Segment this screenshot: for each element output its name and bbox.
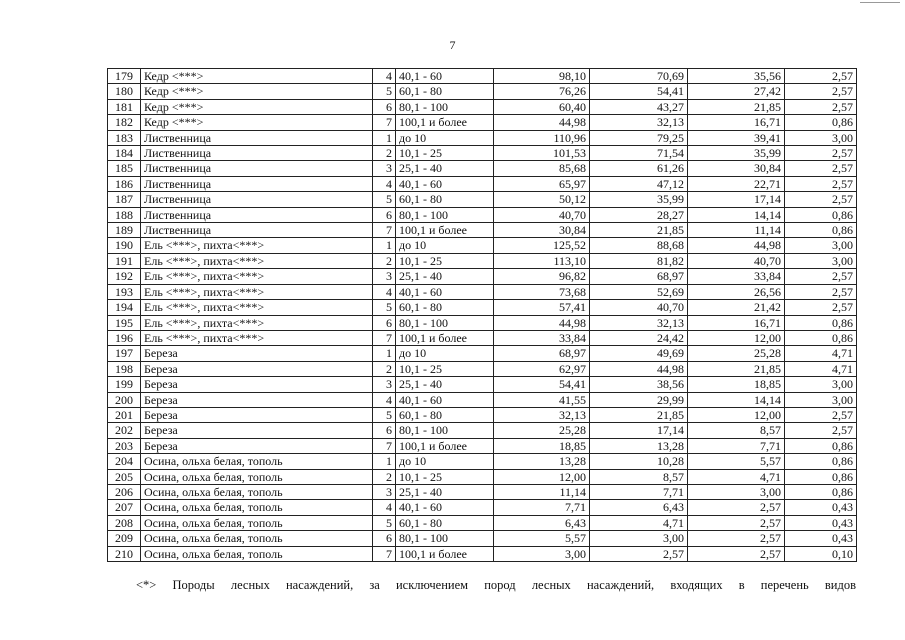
- diameter-group-cell: 7: [373, 330, 396, 345]
- rate-col-4-cell: 3,00: [785, 392, 857, 407]
- species-cell: Ель <***>, пихта<***>: [141, 253, 373, 268]
- rate-col-2-cell: 44,98: [590, 361, 688, 376]
- rate-col-4-cell: 0,86: [785, 469, 857, 484]
- diameter-group-cell: 2: [373, 253, 396, 268]
- rate-col-4-cell: 2,57: [785, 99, 857, 114]
- diameter-group-cell: 6: [373, 423, 396, 438]
- row-number-cell: 191: [108, 253, 141, 268]
- table-row: [108, 438, 857, 453]
- rate-col-1-cell: 32,13: [494, 407, 590, 422]
- rate-col-4-cell: 2,57: [785, 407, 857, 422]
- rate-col-3-cell: 22,71: [688, 176, 785, 191]
- rate-col-4-cell: 2,57: [785, 284, 857, 299]
- page-number: 7: [449, 38, 456, 52]
- row-number-cell: 198: [108, 361, 141, 376]
- rate-col-2-cell: 49,69: [590, 346, 688, 361]
- diameter-group-cell: 4: [373, 176, 396, 191]
- rate-col-4-cell: 0,86: [785, 438, 857, 453]
- rate-col-1-cell: 98,10: [494, 69, 590, 84]
- rate-col-2-cell: 4,71: [590, 515, 688, 530]
- rate-col-2-cell: 54,41: [590, 84, 688, 99]
- table-row: [108, 346, 857, 361]
- species-cell: Кедр <***>: [141, 99, 373, 114]
- species-cell: Кедр <***>: [141, 115, 373, 130]
- table-row: [108, 484, 857, 499]
- species-cell: Береза: [141, 346, 373, 361]
- rate-col-2-cell: 17,14: [590, 423, 688, 438]
- species-cell: Кедр <***>: [141, 69, 373, 84]
- rate-col-3-cell: 2,57: [688, 515, 785, 530]
- rate-col-1-cell: 3,00: [494, 546, 590, 561]
- table-row: [108, 546, 857, 561]
- rate-col-1-cell: 18,85: [494, 438, 590, 453]
- row-number-cell: 188: [108, 207, 141, 222]
- row-number-cell: 187: [108, 192, 141, 207]
- table-row: [108, 130, 857, 145]
- rate-col-4-cell: 0,86: [785, 207, 857, 222]
- row-number-cell: 192: [108, 269, 141, 284]
- rate-col-3-cell: 21,42: [688, 300, 785, 315]
- species-cell: Ель <***>, пихта<***>: [141, 269, 373, 284]
- table-row: [108, 84, 857, 99]
- rate-col-4-cell: 3,00: [785, 130, 857, 145]
- table-row: [108, 392, 857, 407]
- rate-col-1-cell: 65,97: [494, 176, 590, 191]
- table-row: [108, 69, 857, 84]
- diameter-range-cell: 40,1 - 60: [396, 69, 494, 84]
- table-row: [108, 115, 857, 130]
- species-cell: Береза: [141, 392, 373, 407]
- diameter-range-cell: 100,1 и более: [396, 546, 494, 561]
- table-row: [108, 361, 857, 376]
- diameter-group-cell: 4: [373, 500, 396, 515]
- row-number-cell: 205: [108, 469, 141, 484]
- rate-col-1-cell: 13,28: [494, 454, 590, 469]
- rate-col-2-cell: 32,13: [590, 315, 688, 330]
- species-cell: Лиственница: [141, 161, 373, 176]
- table-row: [108, 407, 857, 422]
- table-row: [108, 269, 857, 284]
- diameter-range-cell: 60,1 - 80: [396, 192, 494, 207]
- row-number-cell: 204: [108, 454, 141, 469]
- rate-col-2-cell: 8,57: [590, 469, 688, 484]
- table-body: [108, 69, 857, 562]
- rate-col-3-cell: 5,57: [688, 454, 785, 469]
- row-number-cell: 210: [108, 546, 141, 561]
- rate-col-3-cell: 21,85: [688, 99, 785, 114]
- rate-col-1-cell: 96,82: [494, 269, 590, 284]
- diameter-group-cell: 5: [373, 300, 396, 315]
- rate-col-4-cell: 2,57: [785, 84, 857, 99]
- rate-col-2-cell: 32,13: [590, 115, 688, 130]
- scan-artifact-line: [860, 2, 900, 3]
- diameter-group-cell: 6: [373, 207, 396, 222]
- diameter-group-cell: 1: [373, 454, 396, 469]
- diameter-range-cell: 40,1 - 60: [396, 284, 494, 299]
- rate-col-3-cell: 17,14: [688, 192, 785, 207]
- rate-col-1-cell: 57,41: [494, 300, 590, 315]
- diameter-group-cell: 2: [373, 146, 396, 161]
- rate-col-1-cell: 7,71: [494, 500, 590, 515]
- rate-col-2-cell: 21,85: [590, 407, 688, 422]
- species-cell: Береза: [141, 438, 373, 453]
- rate-col-1-cell: 11,14: [494, 484, 590, 499]
- rate-col-3-cell: 11,14: [688, 223, 785, 238]
- diameter-range-cell: 100,1 и более: [396, 438, 494, 453]
- row-number-cell: 203: [108, 438, 141, 453]
- table-row: [108, 531, 857, 546]
- diameter-group-cell: 6: [373, 531, 396, 546]
- species-cell: Осина, ольха белая, тополь: [141, 500, 373, 515]
- species-cell: Осина, ольха белая, тополь: [141, 531, 373, 546]
- row-number-cell: 190: [108, 238, 141, 253]
- rate-col-3-cell: 44,98: [688, 238, 785, 253]
- row-number-cell: 206: [108, 484, 141, 499]
- diameter-group-cell: 4: [373, 284, 396, 299]
- diameter-range-cell: 80,1 - 100: [396, 315, 494, 330]
- row-number-cell: 194: [108, 300, 141, 315]
- species-cell: Осина, ольха белая, тополь: [141, 515, 373, 530]
- rate-col-3-cell: 2,57: [688, 500, 785, 515]
- diameter-range-cell: 80,1 - 100: [396, 423, 494, 438]
- rate-col-3-cell: 18,85: [688, 377, 785, 392]
- diameter-range-cell: 25,1 - 40: [396, 484, 494, 499]
- rate-col-2-cell: 43,27: [590, 99, 688, 114]
- rate-col-4-cell: 0,86: [785, 330, 857, 345]
- diameter-range-cell: 25,1 - 40: [396, 269, 494, 284]
- rate-col-1-cell: 76,26: [494, 84, 590, 99]
- rate-col-1-cell: 110,96: [494, 130, 590, 145]
- species-cell: Ель <***>, пихта<***>: [141, 330, 373, 345]
- rate-col-4-cell: 2,57: [785, 192, 857, 207]
- diameter-range-cell: до 10: [396, 238, 494, 253]
- row-number-cell: 197: [108, 346, 141, 361]
- row-number-cell: 182: [108, 115, 141, 130]
- rate-col-1-cell: 101,53: [494, 146, 590, 161]
- rate-col-3-cell: 7,71: [688, 438, 785, 453]
- diameter-range-cell: до 10: [396, 130, 494, 145]
- rate-col-2-cell: 38,56: [590, 377, 688, 392]
- diameter-group-cell: 5: [373, 192, 396, 207]
- rate-col-4-cell: 2,57: [785, 423, 857, 438]
- diameter-group-cell: 7: [373, 546, 396, 561]
- rate-col-1-cell: 33,84: [494, 330, 590, 345]
- diameter-range-cell: 40,1 - 60: [396, 500, 494, 515]
- species-cell: Лиственница: [141, 146, 373, 161]
- rate-col-4-cell: 2,57: [785, 269, 857, 284]
- rate-col-4-cell: 0,43: [785, 500, 857, 515]
- rate-col-1-cell: 68,97: [494, 346, 590, 361]
- rate-col-3-cell: 14,14: [688, 392, 785, 407]
- table-row: [108, 377, 857, 392]
- rate-col-2-cell: 28,27: [590, 207, 688, 222]
- species-cell: Ель <***>, пихта<***>: [141, 284, 373, 299]
- rate-col-2-cell: 35,99: [590, 192, 688, 207]
- species-cell: Осина, ольха белая, тополь: [141, 546, 373, 561]
- row-number-cell: 208: [108, 515, 141, 530]
- rate-col-3-cell: 3,00: [688, 484, 785, 499]
- species-cell: Осина, ольха белая, тополь: [141, 469, 373, 484]
- diameter-range-cell: 80,1 - 100: [396, 207, 494, 222]
- rate-col-4-cell: 0,86: [785, 115, 857, 130]
- diameter-group-cell: 3: [373, 377, 396, 392]
- diameter-range-cell: 100,1 и более: [396, 330, 494, 345]
- species-cell: Береза: [141, 407, 373, 422]
- diameter-group-cell: 3: [373, 484, 396, 499]
- rate-col-2-cell: 24,42: [590, 330, 688, 345]
- diameter-range-cell: 60,1 - 80: [396, 84, 494, 99]
- rate-col-4-cell: 2,57: [785, 146, 857, 161]
- rate-col-2-cell: 88,68: [590, 238, 688, 253]
- rate-col-3-cell: 30,84: [688, 161, 785, 176]
- table-row: [108, 330, 857, 345]
- footnote: <*> Породы лесных насаждений, за исключением пород лесных насаждений, входящих в перечень видов: [136, 578, 856, 592]
- diameter-group-cell: 1: [373, 346, 396, 361]
- rate-col-4-cell: 0,86: [785, 223, 857, 238]
- table-row: [108, 284, 857, 299]
- diameter-group-cell: 7: [373, 438, 396, 453]
- diameter-group-cell: 4: [373, 69, 396, 84]
- rate-col-4-cell: 0,43: [785, 515, 857, 530]
- rate-col-4-cell: 0,86: [785, 484, 857, 499]
- species-cell: Лиственница: [141, 207, 373, 222]
- rate-col-4-cell: 0,10: [785, 546, 857, 561]
- row-number-cell: 200: [108, 392, 141, 407]
- table-row: [108, 515, 857, 530]
- table-row: [108, 500, 857, 515]
- rate-col-2-cell: 40,70: [590, 300, 688, 315]
- rate-col-1-cell: 44,98: [494, 115, 590, 130]
- row-number-cell: 186: [108, 176, 141, 191]
- rate-col-3-cell: 4,71: [688, 469, 785, 484]
- rate-col-4-cell: 3,00: [785, 377, 857, 392]
- table-row: [108, 454, 857, 469]
- diameter-range-cell: 100,1 и более: [396, 223, 494, 238]
- rate-col-2-cell: 61,26: [590, 161, 688, 176]
- diameter-group-cell: 4: [373, 392, 396, 407]
- diameter-range-cell: до 10: [396, 346, 494, 361]
- diameter-group-cell: 5: [373, 407, 396, 422]
- species-cell: Береза: [141, 377, 373, 392]
- rate-col-3-cell: 16,71: [688, 315, 785, 330]
- row-number-cell: 185: [108, 161, 141, 176]
- table-row: [108, 423, 857, 438]
- rate-col-3-cell: 27,42: [688, 84, 785, 99]
- table-row: [108, 207, 857, 222]
- diameter-range-cell: 100,1 и более: [396, 115, 494, 130]
- rate-col-3-cell: 8,57: [688, 423, 785, 438]
- diameter-range-cell: 60,1 - 80: [396, 300, 494, 315]
- row-number-cell: 184: [108, 146, 141, 161]
- rate-col-4-cell: 2,57: [785, 69, 857, 84]
- diameter-group-cell: 3: [373, 161, 396, 176]
- row-number-cell: 202: [108, 423, 141, 438]
- diameter-group-cell: 5: [373, 84, 396, 99]
- diameter-range-cell: 10,1 - 25: [396, 146, 494, 161]
- diameter-range-cell: 80,1 - 100: [396, 99, 494, 114]
- rate-col-1-cell: 12,00: [494, 469, 590, 484]
- table-row: [108, 192, 857, 207]
- diameter-group-cell: 6: [373, 315, 396, 330]
- table-row: [108, 238, 857, 253]
- diameter-group-cell: 6: [373, 99, 396, 114]
- row-number-cell: 209: [108, 531, 141, 546]
- rate-col-1-cell: 50,12: [494, 192, 590, 207]
- rate-col-3-cell: 33,84: [688, 269, 785, 284]
- rate-col-4-cell: 3,00: [785, 253, 857, 268]
- row-number-cell: 199: [108, 377, 141, 392]
- diameter-range-cell: 60,1 - 80: [396, 407, 494, 422]
- diameter-group-cell: 7: [373, 223, 396, 238]
- species-cell: Ель <***>, пихта<***>: [141, 238, 373, 253]
- species-cell: Лиственница: [141, 176, 373, 191]
- table-row: [108, 469, 857, 484]
- row-number-cell: 207: [108, 500, 141, 515]
- rate-col-2-cell: 7,71: [590, 484, 688, 499]
- row-number-cell: 180: [108, 84, 141, 99]
- rate-col-4-cell: 3,00: [785, 238, 857, 253]
- rate-col-2-cell: 21,85: [590, 223, 688, 238]
- rate-col-1-cell: 30,84: [494, 223, 590, 238]
- species-cell: Лиственница: [141, 223, 373, 238]
- diameter-range-cell: 10,1 - 25: [396, 469, 494, 484]
- row-number-cell: 189: [108, 223, 141, 238]
- rate-col-3-cell: 2,57: [688, 531, 785, 546]
- rate-col-1-cell: 40,70: [494, 207, 590, 222]
- rate-col-2-cell: 71,54: [590, 146, 688, 161]
- diameter-range-cell: 60,1 - 80: [396, 515, 494, 530]
- rate-col-1-cell: 6,43: [494, 515, 590, 530]
- diameter-group-cell: 2: [373, 361, 396, 376]
- table-row: [108, 161, 857, 176]
- row-number-cell: 193: [108, 284, 141, 299]
- diameter-range-cell: 40,1 - 60: [396, 392, 494, 407]
- species-cell: Кедр <***>: [141, 84, 373, 99]
- rate-col-2-cell: 68,97: [590, 269, 688, 284]
- species-cell: Береза: [141, 361, 373, 376]
- rate-col-2-cell: 2,57: [590, 546, 688, 561]
- rate-col-4-cell: 0,86: [785, 315, 857, 330]
- rate-col-3-cell: 12,00: [688, 330, 785, 345]
- species-cell: Лиственница: [141, 192, 373, 207]
- table-row: [108, 315, 857, 330]
- diameter-group-cell: 7: [373, 115, 396, 130]
- diameter-group-cell: 1: [373, 130, 396, 145]
- rate-col-1-cell: 25,28: [494, 423, 590, 438]
- rate-col-3-cell: 12,00: [688, 407, 785, 422]
- species-cell: Осина, ольха белая, тополь: [141, 484, 373, 499]
- rate-col-2-cell: 6,43: [590, 500, 688, 515]
- row-number-cell: 196: [108, 330, 141, 345]
- rate-col-4-cell: 0,86: [785, 454, 857, 469]
- rate-col-3-cell: 2,57: [688, 546, 785, 561]
- rate-col-1-cell: 85,68: [494, 161, 590, 176]
- rate-col-1-cell: 113,10: [494, 253, 590, 268]
- rate-col-3-cell: 35,99: [688, 146, 785, 161]
- diameter-range-cell: 25,1 - 40: [396, 161, 494, 176]
- table-row: [108, 300, 857, 315]
- diameter-range-cell: 40,1 - 60: [396, 176, 494, 191]
- rate-col-1-cell: 62,97: [494, 361, 590, 376]
- species-cell: Ель <***>, пихта<***>: [141, 300, 373, 315]
- rate-col-3-cell: 21,85: [688, 361, 785, 376]
- rate-col-2-cell: 3,00: [590, 531, 688, 546]
- rate-col-3-cell: 25,28: [688, 346, 785, 361]
- rate-col-4-cell: 2,57: [785, 300, 857, 315]
- rate-col-2-cell: 10,28: [590, 454, 688, 469]
- diameter-range-cell: 80,1 - 100: [396, 531, 494, 546]
- rate-col-4-cell: 2,57: [785, 176, 857, 191]
- rate-col-2-cell: 13,28: [590, 438, 688, 453]
- rate-col-1-cell: 5,57: [494, 531, 590, 546]
- table-row: [108, 99, 857, 114]
- rate-col-2-cell: 81,82: [590, 253, 688, 268]
- rate-col-2-cell: 29,99: [590, 392, 688, 407]
- rate-col-3-cell: 26,56: [688, 284, 785, 299]
- table-row: [108, 146, 857, 161]
- rate-col-1-cell: 60,40: [494, 99, 590, 114]
- diameter-group-cell: 2: [373, 469, 396, 484]
- row-number-cell: 179: [108, 69, 141, 84]
- rate-col-4-cell: 4,71: [785, 361, 857, 376]
- diameter-range-cell: 25,1 - 40: [396, 377, 494, 392]
- species-cell: Ель <***>, пихта<***>: [141, 315, 373, 330]
- diameter-group-cell: 3: [373, 269, 396, 284]
- diameter-range-cell: 10,1 - 25: [396, 361, 494, 376]
- rate-col-2-cell: 70,69: [590, 69, 688, 84]
- row-number-cell: 195: [108, 315, 141, 330]
- rates-table: [107, 68, 857, 562]
- row-number-cell: 183: [108, 130, 141, 145]
- rate-col-4-cell: 0,43: [785, 531, 857, 546]
- diameter-group-cell: 5: [373, 515, 396, 530]
- row-number-cell: 181: [108, 99, 141, 114]
- table-row: [108, 176, 857, 191]
- table-row: [108, 223, 857, 238]
- species-cell: Береза: [141, 423, 373, 438]
- rate-col-3-cell: 14,14: [688, 207, 785, 222]
- rate-col-2-cell: 47,12: [590, 176, 688, 191]
- rate-col-3-cell: 16,71: [688, 115, 785, 130]
- rate-col-1-cell: 125,52: [494, 238, 590, 253]
- rate-col-1-cell: 54,41: [494, 377, 590, 392]
- diameter-range-cell: до 10: [396, 454, 494, 469]
- species-cell: Осина, ольха белая, тополь: [141, 454, 373, 469]
- rate-col-2-cell: 79,25: [590, 130, 688, 145]
- rate-col-1-cell: 44,98: [494, 315, 590, 330]
- rate-col-3-cell: 40,70: [688, 253, 785, 268]
- rate-col-1-cell: 41,55: [494, 392, 590, 407]
- rate-col-3-cell: 35,56: [688, 69, 785, 84]
- rate-col-3-cell: 39,41: [688, 130, 785, 145]
- rate-col-1-cell: 73,68: [494, 284, 590, 299]
- table-row: [108, 253, 857, 268]
- diameter-range-cell: 10,1 - 25: [396, 253, 494, 268]
- diameter-group-cell: 1: [373, 238, 396, 253]
- species-cell: Лиственница: [141, 130, 373, 145]
- rate-col-2-cell: 52,69: [590, 284, 688, 299]
- row-number-cell: 201: [108, 407, 141, 422]
- rate-col-4-cell: 2,57: [785, 161, 857, 176]
- rate-col-4-cell: 4,71: [785, 346, 857, 361]
